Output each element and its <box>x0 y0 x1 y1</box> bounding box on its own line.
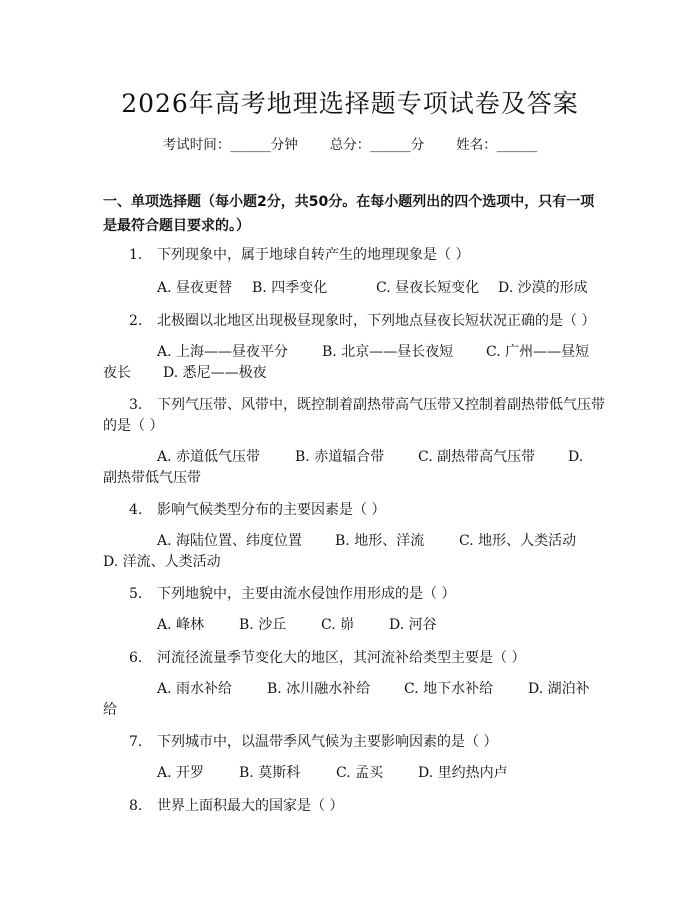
option: A. 昼夜更替 <box>157 280 233 296</box>
option: A. 雨水补给 <box>157 681 233 697</box>
question-8 <box>129 795 343 815</box>
option: B. 地形、洋流 <box>335 533 425 549</box>
exam-score: 总分：______分 <box>329 137 425 153</box>
option: B. 四季变化 <box>252 280 328 296</box>
options-7 <box>157 762 508 782</box>
question-5 <box>129 583 455 603</box>
option: D. <box>568 449 584 465</box>
question-3-continued: 的是（ ） <box>103 418 164 434</box>
options-4 <box>157 530 576 550</box>
option: C. 地形、人类活动 <box>459 533 577 549</box>
option: B. 莫斯科 <box>239 765 301 781</box>
option: D. 河谷 <box>389 617 437 633</box>
question-stem: 世界上面积最大的国家是（ ） <box>157 798 344 814</box>
question-stem: 影响气候类型分布的主要因素是（ ） <box>157 502 386 518</box>
option: A. 上海——昼夜平分 <box>157 344 289 360</box>
question-4 <box>129 499 385 519</box>
option: D. 沙漠的形成 <box>498 280 588 296</box>
question-number: 6. <box>129 650 143 666</box>
question-stem: 下列现象中，属于地球自转产生的地理现象是（ ） <box>157 247 470 263</box>
question-number: 2. <box>129 313 143 329</box>
question-stem: 下列城市中，以温带季风气候为主要影响因素的是（ ） <box>157 734 498 750</box>
question-number: 3. <box>129 397 143 413</box>
question-number: 5. <box>129 586 143 602</box>
option: C. 昼夜长短变化 <box>376 280 480 296</box>
options-5 <box>157 614 437 634</box>
exam-name: 姓名：______ <box>456 137 538 153</box>
question-number: 1. <box>129 247 143 263</box>
option: B. 冰川融水补给 <box>267 681 371 697</box>
option: D. 悉尼——极夜 <box>163 365 267 381</box>
question-stem: 下列地貌中，主要由流水侵蚀作用形成的是（ ） <box>157 586 456 602</box>
option: B. 沙丘 <box>239 617 287 633</box>
question-7 <box>129 731 497 751</box>
options-3 <box>157 446 583 466</box>
question-number: 7. <box>129 734 143 750</box>
option: D. 湖泊补 <box>528 681 590 697</box>
question-number: 8. <box>129 798 143 814</box>
option: A. 赤道低气压带 <box>157 449 261 465</box>
section-heading: 一、单项选择题（每小题2分，共50分。在每小题列出的四个选项中，只有一项是最符合题目要求的。） <box>103 194 595 234</box>
question-stem: 河流径流量季节变化大的地区，其河流补给类型主要是（ ） <box>157 650 526 666</box>
option: C. 广州——昼短 <box>486 344 590 360</box>
options-2-continued <box>103 362 267 382</box>
question-6 <box>129 647 525 667</box>
question-stem: 北极圈以北地区出现极昼现象时，下列地点昼夜长短状况正确的是（ ） <box>157 313 596 329</box>
options-3-continued: 副热带低气压带 <box>103 470 201 486</box>
option: A. 峰林 <box>157 617 205 633</box>
option: A. 海陆位置、纬度位置 <box>157 533 303 549</box>
question-number: 4. <box>129 502 143 518</box>
question-stem: 下列气压带、风带中，既控制着副热带高气压带又控制着副热带低气压带 <box>157 397 605 413</box>
options-6 <box>157 678 590 698</box>
option: C. 副热带高气压带 <box>418 449 536 465</box>
option: C. 峁 <box>321 617 355 633</box>
page-title: 2026年高考地理选择题专项试卷及答案 <box>121 89 579 118</box>
question-1 <box>129 244 469 264</box>
option: B. 北京——昼长夜短 <box>322 344 454 360</box>
option: D. 里约热内卢 <box>418 765 508 781</box>
options-4-continued: D. 洋流、人类活动 <box>103 554 221 570</box>
options-6-continued: 给 <box>103 702 117 718</box>
options-1 <box>157 277 588 297</box>
options-2 <box>157 341 589 361</box>
option: A. 开罗 <box>157 765 205 781</box>
option-continued: 夜长 <box>103 365 131 381</box>
option: C. 地下水补给 <box>404 681 494 697</box>
exam-info <box>0 133 700 153</box>
option: B. 赤道辐合带 <box>295 449 385 465</box>
question-2 <box>129 310 595 330</box>
option: C. 孟买 <box>336 765 384 781</box>
exam-time: 考试时间：______分钟 <box>162 137 298 153</box>
question-3 <box>129 394 605 414</box>
